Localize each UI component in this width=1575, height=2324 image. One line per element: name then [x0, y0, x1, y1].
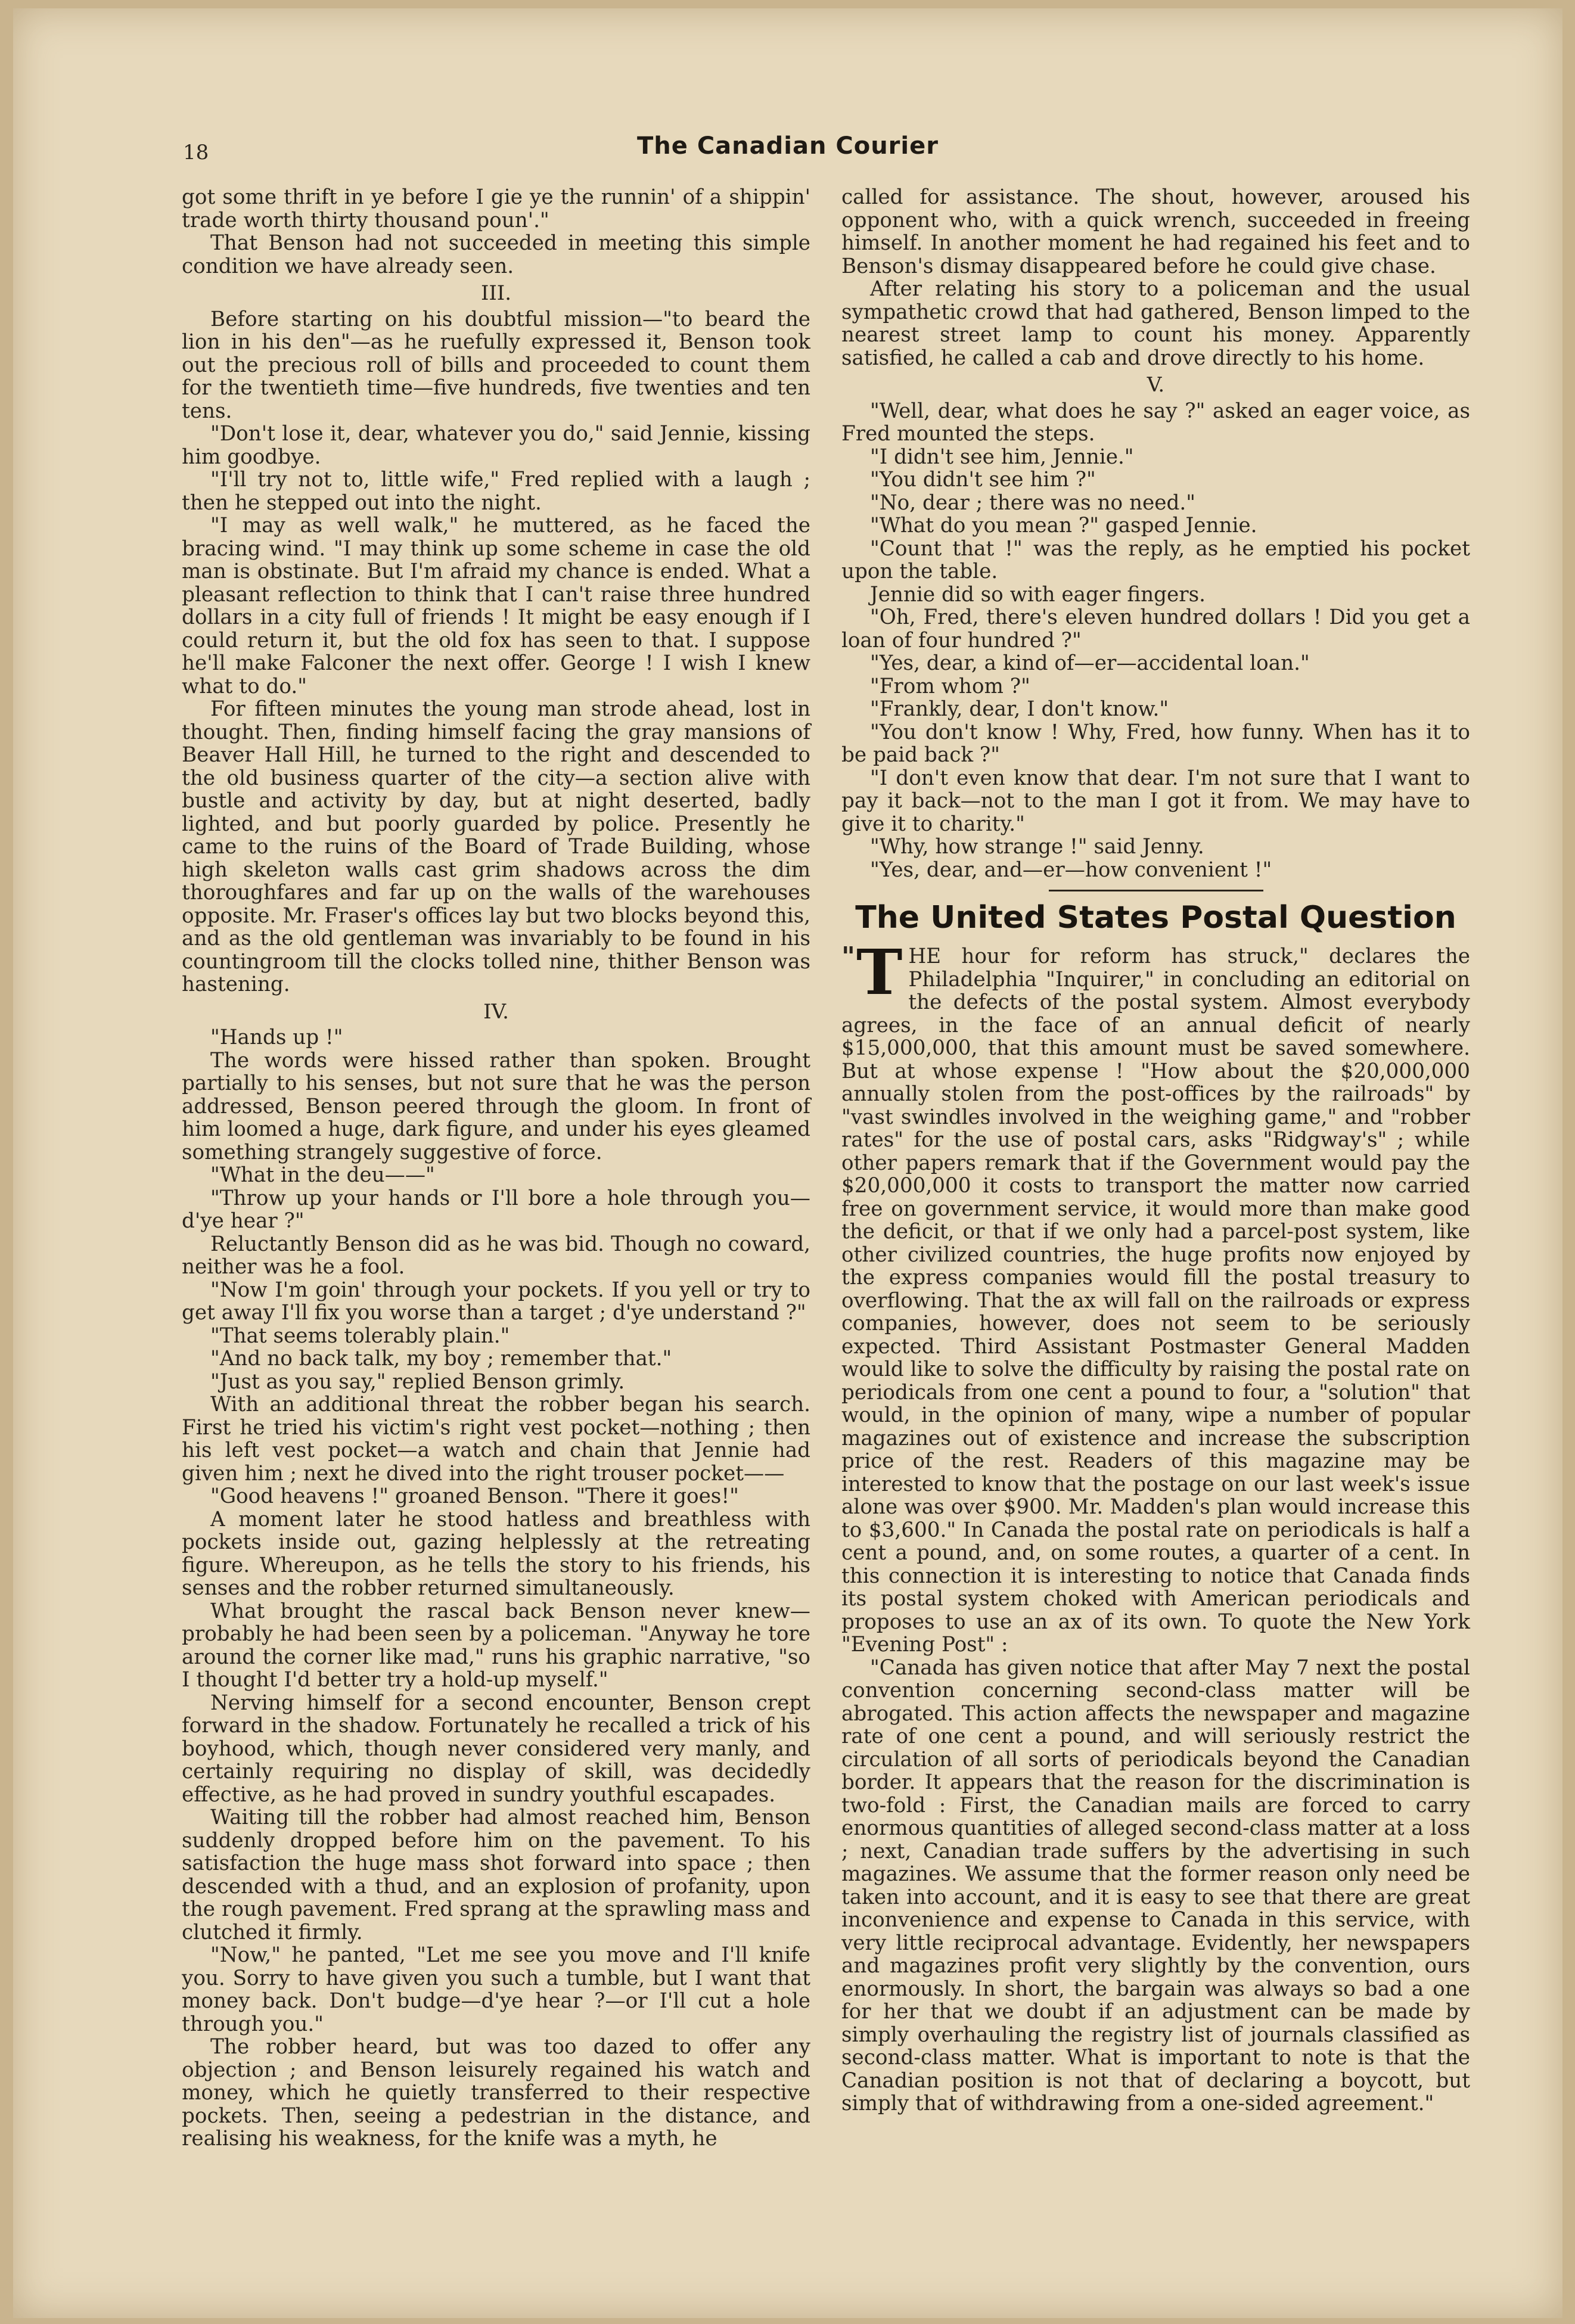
article-lead-paragraph — [841, 936, 1470, 1657]
article-body — [841, 936, 1470, 2115]
paragraph: The words were hissed rather than spoken. Brought partially to his senses, but not sure that he was the person addressed, Benson peered through the gloom. In front of him loomed a huge, dark figure, and under his eyes gleamed something strangely suggestive of force. — [182, 1048, 810, 1164]
paragraph: "Yes, dear, a kind of—er—accidental loan." — [870, 651, 1310, 675]
paragraph: "I'll try not to, little wife," Fred replied with a laugh ; then he stepped out into the night. — [182, 468, 810, 515]
paragraph: "Oh, Fred, there's eleven hundred dollars ! Did you get a loan of four hundred ?" — [841, 605, 1470, 653]
paragraph: "No, dear ; there was no need." — [870, 490, 1195, 515]
paragraph: Reluctantly Benson did as he was bid. Though no coward, neither was he a fool. — [182, 1232, 810, 1279]
paragraph: "And no back talk, my boy ; remember that." — [210, 1347, 672, 1371]
drop-cap: T — [856, 936, 903, 1009]
paragraph: That Benson had not succeeded in meeting this simple condition we have already seen. — [182, 231, 810, 278]
section-heading-iii: III. — [480, 281, 512, 305]
paragraph: "I didn't see him, Jennie." — [870, 445, 1134, 469]
page-number: 18 — [183, 141, 209, 164]
paragraph: "Now I'm goin' through your pockets. If you yell or try to get away I'll fix you worse than a target ; d'ye understand ?" — [182, 1278, 810, 1325]
paragraph: "Hands up !" — [210, 1026, 343, 1049]
newspaper-page — [13, 8, 1562, 2318]
right-column — [841, 186, 1470, 2115]
paragraph: "Canada has given notice that after May 7 next the postal convention concerning second-class matter will be abrogated. This action affects the newspaper and magazine rate of one cent a pound, and will seriously restrict the circulation of all sorts of periodicals beyond the Canadian border. It appears that the reason for the discrimination is two-fold : First, the Canadian mails are forced to carry enormous quantities of alleged second-class matter at a loss ; next, Canadian trade suffers by the advertising in such magazines. We assume that the former reason only need be taken into account, and it is easy to see that there are great inconvenience and expense to Canada in this service, with very little reciprocal advantage. Evidently, her newspapers and magazines profit very slightly by the convention, ours enormously. In short, the bargain was always so bad a one for her that we doubt if an adjustment can be made by simply overhauling the registry list of journals classified as second-class matter. What is important to note is that the Canadian position is not that of declaring a boycott, but simply that of withdrawing from a one-sided agreement." — [841, 1655, 1470, 2115]
paragraph: After relating his story to a policeman and the usual sympathetic crowd that had gathered, Benson limped to the nearest street lamp to count his money. Apparently satisfied, he called a cab and drove directly to his home. — [841, 277, 1470, 370]
section-v-body — [841, 400, 1470, 882]
section-iv-body — [182, 1026, 810, 2151]
paragraph: "You didn't see him ?" — [870, 468, 1096, 492]
paragraph: "What do you mean ?" gasped Jennie. — [870, 514, 1257, 537]
paragraph: "Now," he panted, "Let me see you move and I'll knife you. Sorry to have given you such a tumble, but I want that money back. Don't budge—d'ye hear ?—or I'll cut a hole through you." — [182, 1943, 810, 2036]
paragraph: got some thrift in ye before I gie ye the runnin' of a shippin' trade worth thirty thousand poun'." — [182, 185, 810, 232]
paragraph: "Just as you say," replied Benson grimly. — [210, 1369, 625, 1394]
story-continuation — [182, 186, 810, 278]
paragraph: "Why, how strange !" said Jenny. — [870, 835, 1204, 859]
paragraph: For fifteen minutes the young man strode ahead, lost in thought. Then, finding himself facing the gray mansions of Beaver Hall Hill, he turned to the right and descended to the old business quarter of the city—a section alive with bustle and activity by day, but at night deserted, badly lighted, and but poorly guarded by police. Presently he came to the ruins of the Board of Trade Building, whose high skeleton walls cast grim shadows across the dim thoroughfares and far up on the walls of the warehouses opposite. Mr. Fraser's offices lay but two blocks beyond this, and as the old gentleman was invariably to be found in his countingroom till the clocks tolled nine, thither Benson was hastening. — [182, 697, 810, 996]
article-lead-text: HE hour for reform has struck," declares the Philadelphia "Inquirer," in concluding an editorial on the defects of the postal system. Almost everybody agrees, in the face of an annual deficit of nearly $15,000,000, that this amount must be saved somewhere. But at whose expense ! "How about the $20,000,000 annually stolen from the post-offices by the railroads" by "vast swindles involved in the weighing game," and "robber rates" for the use of postal cars, asks "Ridgway's" ; while other papers remark that if the Government would pay the $20,000,000 it costs to transport the matter now carried free on government service, it would more than make good the deficit, or that if we only had a parcel-post system, like other civilized countries, the huge profits now enjoyed by the express companies would fill the postal treasury to overflowing. That the ax will fall on the railroads or express companies, however, does not seem to be seriously expected. Third Assistant Postmaster General Madden would like to solve the difficulty by raising the postal rate on periodicals from one cent a pound to four, a "solution" that would, in the opinion of many, wipe a number of popular magazines out of existence and increase the subscription price of the rest. Readers of this magazine may be interested to know that the postage on our last week's issue alone was over $900. Mr. Madden's plan would increase this to $3,600." In Canada the postal rate on periodicals is half a cent a pound, and, on some routes, a quarter of a cent. In this connection it is interesting to notice that Canada finds its postal system choked with American periodicals and proposes to use an ax of its own. To quote the New York "Evening Post" : — [841, 944, 1470, 1657]
paragraph: Before starting on his doubtful mission—"to beard the lion in his den"—as he ruefully expressed it, Benson took out the precious roll of bills and proceeded to count them for the twentieth time—five hundreds, five twenties and ten tens. — [182, 307, 810, 423]
paragraph: called for assistance. The shout, however, aroused his opponent who, with a quick wrench, succeeded in freeing himself. In another moment he had regained his feet and to Benson's dismay disappeared before he could give chase. — [841, 185, 1470, 278]
divider-rule — [1049, 890, 1263, 891]
paragraph: "Don't lose it, dear, whatever you do," said Jennie, kissing him goodbye. — [182, 422, 810, 469]
left-column — [182, 186, 810, 2151]
open-quote: " — [841, 942, 855, 972]
paragraph: "From whom ?" — [870, 674, 1030, 698]
paragraph: Nerving himself for a second encounter, Benson crept forward in the shadow. Fortunately he recalled a trick of his boyhood, which, though never considered very manly, and certainly requiring no display of skill, was decidedly effective, as he had proved in sundry youthful escapades. — [182, 1691, 810, 1807]
paragraph: Jennie did so with eager fingers. — [870, 582, 1206, 607]
story-continuation-right — [841, 186, 1470, 369]
paragraph: "You don't know ! Why, Fred, how funny. When has it to be paid back ?" — [841, 720, 1470, 767]
paragraph: "Well, dear, what does he say ?" asked an eager voice, as Fred mounted the steps. — [841, 399, 1470, 446]
paragraph: The robber heard, but was too dazed to offer any objection ; and Benson leisurely regained his watch and money, which he quietly transferred to their respective pockets. Then, seeing a pedestrian in the distance, and realising his weakness, for the knife was a myth, he — [182, 2035, 810, 2151]
paragraph: Waiting till the robber had almost reached him, Benson suddenly dropped before him on the pavement. To his satisfaction the huge mass shot forward into space ; then descended with a thud, and an explosion of profanity, upon the rough pavement. Fred sprang at the sprawling mass and clutched it firmly. — [182, 1806, 810, 1944]
paragraph: "That seems tolerably plain." — [210, 1323, 510, 1348]
paragraph: "I don't even know that dear. I'm not sure that I want to pay it back—not to the man I got it from. We may have to give it to charity." — [841, 766, 1470, 836]
paragraph: "I may as well walk," he muttered, as he faced the bracing wind. "I may think up some scheme in case the old man is obstinate. But I'm afraid my chance is ended. What a pleasant reflection to think that I can't raise three hundred dollars in a city full of friends ! It might be easy enough if I could return it, but the old fox has seen to that. I suppose he'll make Falconer the next offer. George ! I wish I knew what to do." — [182, 514, 810, 698]
paragraph: "What in the deu——" — [210, 1163, 435, 1187]
running-head: The Canadian Courier — [637, 132, 939, 160]
paragraph: What brought the rascal back Benson never knew—probably he had been seen by a policeman. "Anyway he tore around the corner like mad," runs his graphic narrative, "so I thought I'd better try a hold-up myself." — [182, 1599, 810, 1692]
paragraph: "Yes, dear, and—er—how convenient !" — [870, 857, 1272, 882]
section-heading-iv: IV. — [483, 999, 509, 1024]
paragraph: "Good heavens !" groaned Benson. "There it goes!" — [210, 1484, 739, 1508]
article-title: The United States Postal Question — [855, 900, 1456, 936]
paragraph: "Frankly, dear, I don't know." — [870, 697, 1169, 721]
section-heading-v: V. — [1147, 373, 1165, 397]
paragraph: "Throw up your hands or I'll bore a hole through you—d'ye hear ?" — [182, 1186, 810, 1233]
paragraph: A moment later he stood hatless and breathless with pockets inside out, gazing helplessly at the retreating figure. Whereupon, as he tells the story to his friends, his senses and the robber returned simultaneously. — [182, 1507, 810, 1600]
paragraph: "Count that !" was the reply, as he emptied his pocket upon the table. — [841, 536, 1470, 583]
section-iii-body — [182, 308, 810, 996]
paragraph: With an additional threat the robber began his search. First he tried his victim's right vest pocket—nothing ; then his left vest pocket—a watch and chain that Jennie had given him ; next he dived into the right trouser pocket—— — [182, 1393, 810, 1486]
